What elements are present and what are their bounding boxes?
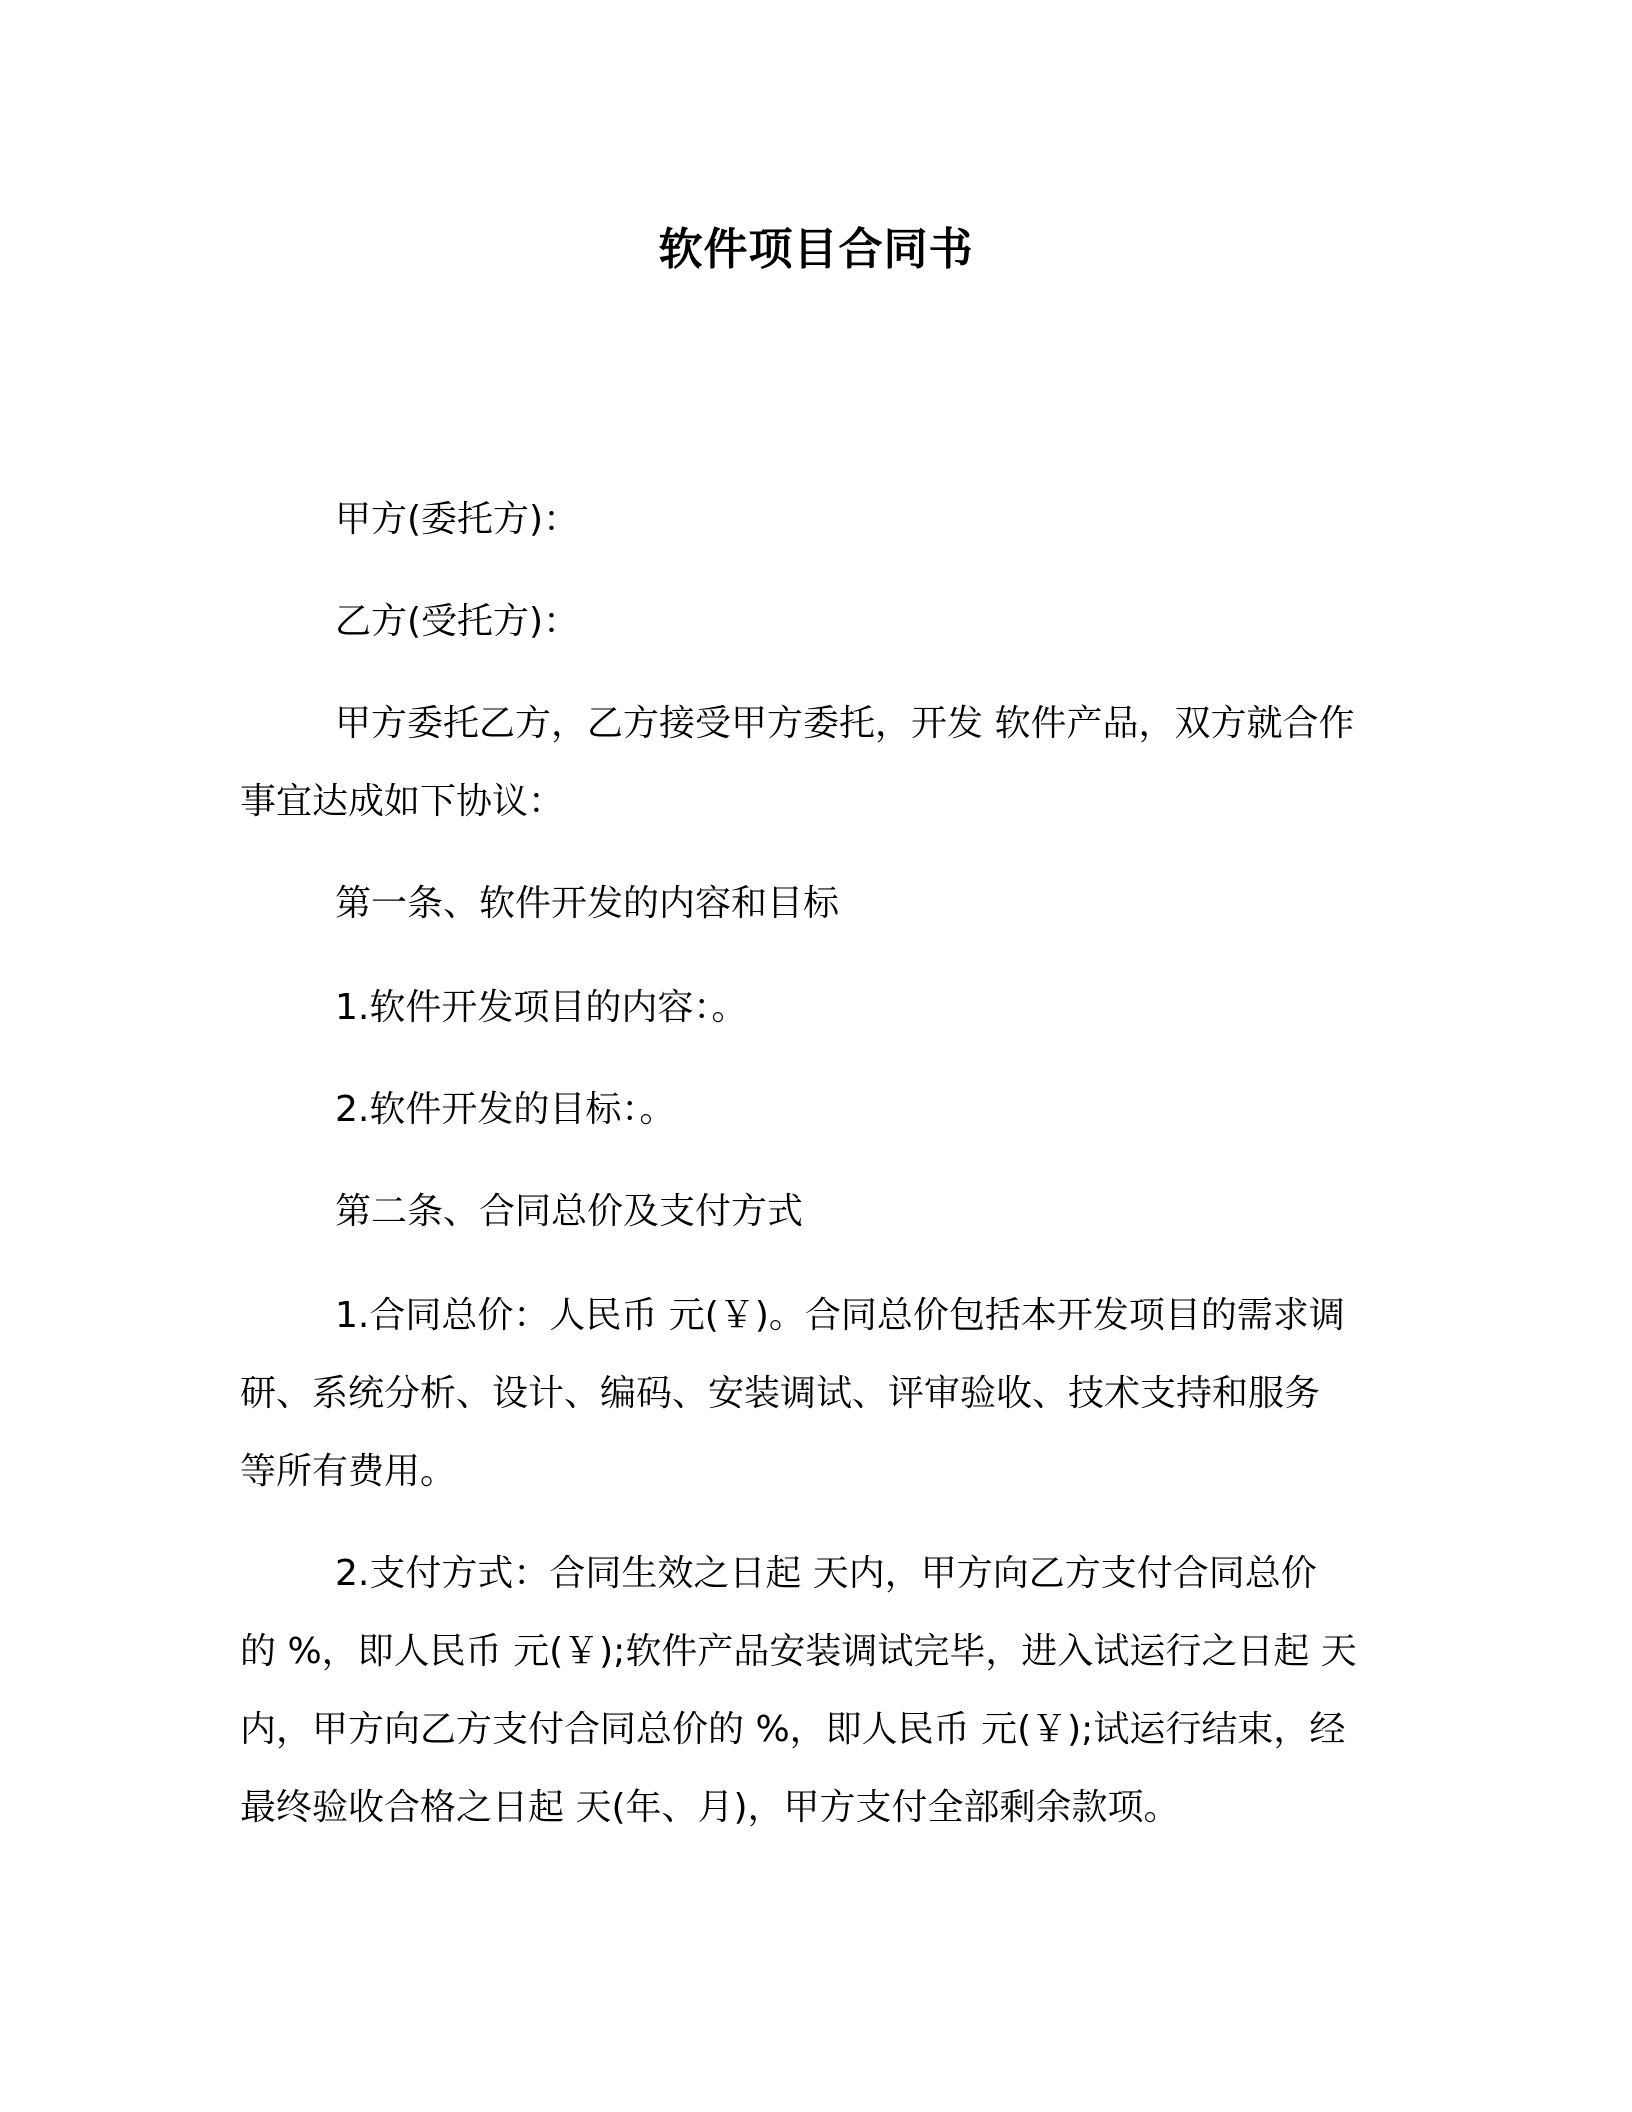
article-1-item-1: 1.软件开发项目的内容：。 — [335, 987, 748, 1028]
article-2-item-2-line-2: 的 %，即人民币 元(￥);软件产品安装调试完毕，进入试运行之日起 天 — [240, 1631, 1357, 1672]
article-2-item-2-line-3: 内，甲方向乙方支付合同总价的 %，即人民币 元(￥);试运行结束，经 — [240, 1709, 1346, 1750]
party-a-line: 甲方(委托方)： — [335, 499, 580, 540]
document-title: 软件项目合同书 — [658, 224, 974, 275]
intro-line-2: 事宜达成如下协议： — [240, 781, 565, 822]
article-2-heading: 第二条、合同总价及支付方式 — [335, 1191, 804, 1232]
article-2-item-1-line-1: 1.合同总价：人民币 元(￥)。合同总价包括本开发项目的需求调 — [335, 1295, 1345, 1336]
article-1-heading: 第一条、软件开发的内容和目标 — [335, 883, 840, 924]
article-2-item-1-line-2: 研、系统分析、设计、编码、安装调试、评审验收、技术支持和服务 — [240, 1373, 1321, 1414]
article-1-item-2: 2.软件开发的目标：。 — [335, 1089, 676, 1130]
article-2-item-2-line-1: 2.支付方式：合同生效之日起 天内，甲方向乙方支付合同总价 — [335, 1553, 1317, 1594]
article-2-item-1-line-3: 等所有费用。 — [240, 1451, 457, 1492]
intro-line-1: 甲方委托乙方，乙方接受甲方委托，开发 软件产品，双方就合作 — [335, 703, 1355, 744]
party-b-line: 乙方(受托方)： — [335, 601, 580, 642]
article-2-item-2-line-4: 最终验收合格之日起 天(年、月)，甲方支付全部剩余款项。 — [240, 1787, 1180, 1828]
